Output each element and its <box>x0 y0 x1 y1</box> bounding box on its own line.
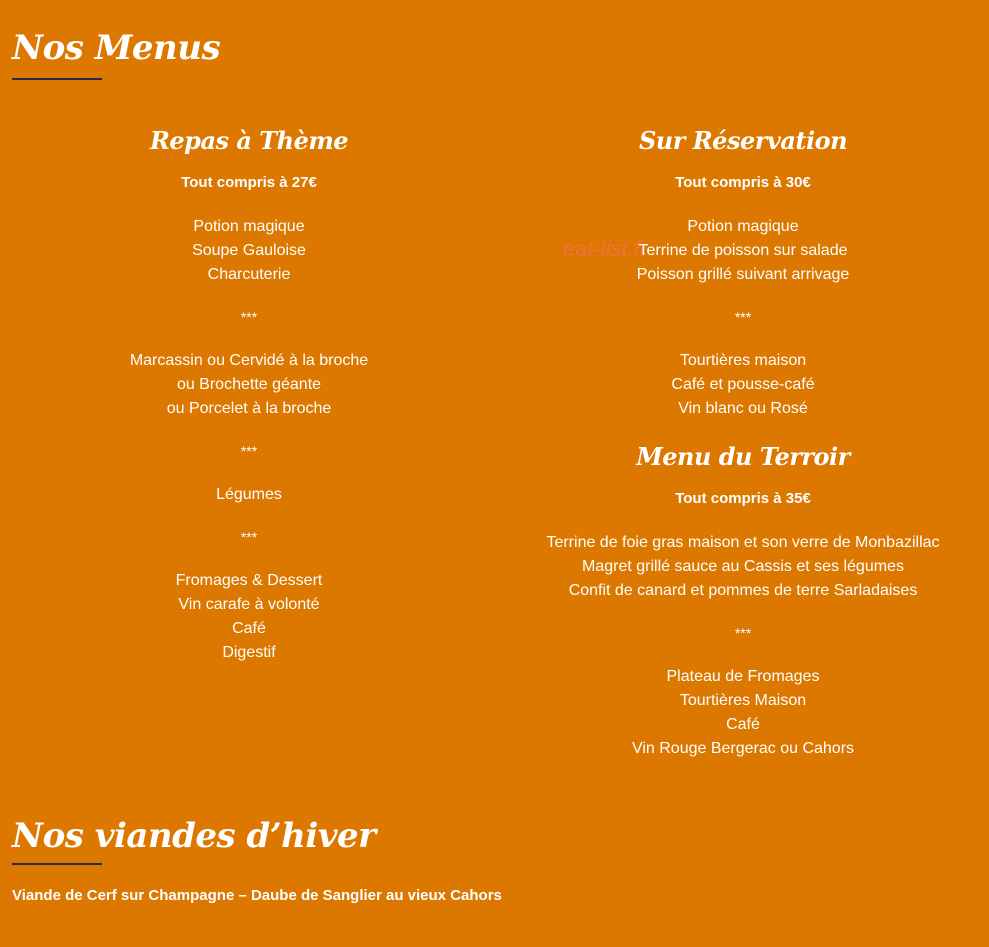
menu-item: Café et pousse-café <box>671 376 815 393</box>
menu-title: Menu du Terroir <box>636 442 850 471</box>
course-group <box>60 215 438 287</box>
menu-item: ou Porcelet à la broche <box>166 400 332 417</box>
separator: *** <box>734 309 752 325</box>
menu-title: Sur Réservation <box>638 126 848 155</box>
menu-title: Repas à Thème <box>149 126 349 155</box>
menu-item: Potion magique <box>193 218 305 235</box>
winter-description: Viande de Cerf sur Champagne – Daube de Sanglier au vieux Cahors <box>12 887 502 904</box>
menu-item: Magret grillé sauce au Cassis et ses légumes <box>582 558 904 575</box>
menu-item: Tourtières maison <box>679 352 807 369</box>
menu-item: Digestif <box>222 644 276 661</box>
winter-title-underline <box>12 863 102 865</box>
menu-item: Café <box>726 716 760 733</box>
course-group <box>500 349 986 421</box>
separator: *** <box>734 625 752 641</box>
menu-du-terroir <box>500 441 986 761</box>
separator: *** <box>240 529 258 545</box>
course-group <box>500 215 986 287</box>
menu-item: Terrine de poisson sur salade <box>638 242 848 259</box>
page-title: Nos Menus <box>12 28 221 68</box>
menu-price: Tout compris à 35€ <box>675 490 811 507</box>
course-group <box>500 531 986 603</box>
menu-item: Plateau de Fromages <box>666 668 820 685</box>
course-group <box>500 665 986 761</box>
title-underline <box>12 78 102 80</box>
menu-item: Vin carafe à volonté <box>178 596 320 613</box>
course-group <box>60 349 438 421</box>
menu-item: Légumes <box>216 486 282 503</box>
menu-item: ou Brochette géante <box>176 376 322 393</box>
course-group <box>60 569 438 665</box>
menu-item: Terrine de foie gras maison et son verre de Monbazillac <box>546 534 940 551</box>
course-group <box>60 483 438 507</box>
menu-item: Poisson grillé suivant arrivage <box>636 266 850 283</box>
menu-right-column <box>500 125 986 761</box>
menu-item: Marcassin ou Cervidé à la broche <box>129 352 369 369</box>
separator: *** <box>240 309 258 325</box>
separator: *** <box>240 443 258 459</box>
winter-title: Nos viandes d’hiver <box>12 816 376 856</box>
menu-item: Vin Rouge Bergerac ou Cahors <box>631 740 855 757</box>
menu-item: Soupe Gauloise <box>192 242 306 259</box>
watermark: eat-list.fr <box>563 236 648 261</box>
menu-item: Tourtières Maison <box>679 692 807 709</box>
menu-item: Confit de canard et pommes de terre Sarladaises <box>568 582 918 599</box>
menu-price: Tout compris à 27€ <box>181 174 317 191</box>
menu-item: Potion magique <box>687 218 799 235</box>
menu-repas-a-theme <box>60 125 438 665</box>
menu-item: Vin blanc ou Rosé <box>678 400 808 417</box>
menu-item: Café <box>232 620 266 637</box>
menu-item: Charcuterie <box>207 266 291 283</box>
menu-item: Fromages & Dessert <box>175 572 323 589</box>
menu-sur-reservation <box>500 125 986 421</box>
menu-price: Tout compris à 30€ <box>675 174 811 191</box>
